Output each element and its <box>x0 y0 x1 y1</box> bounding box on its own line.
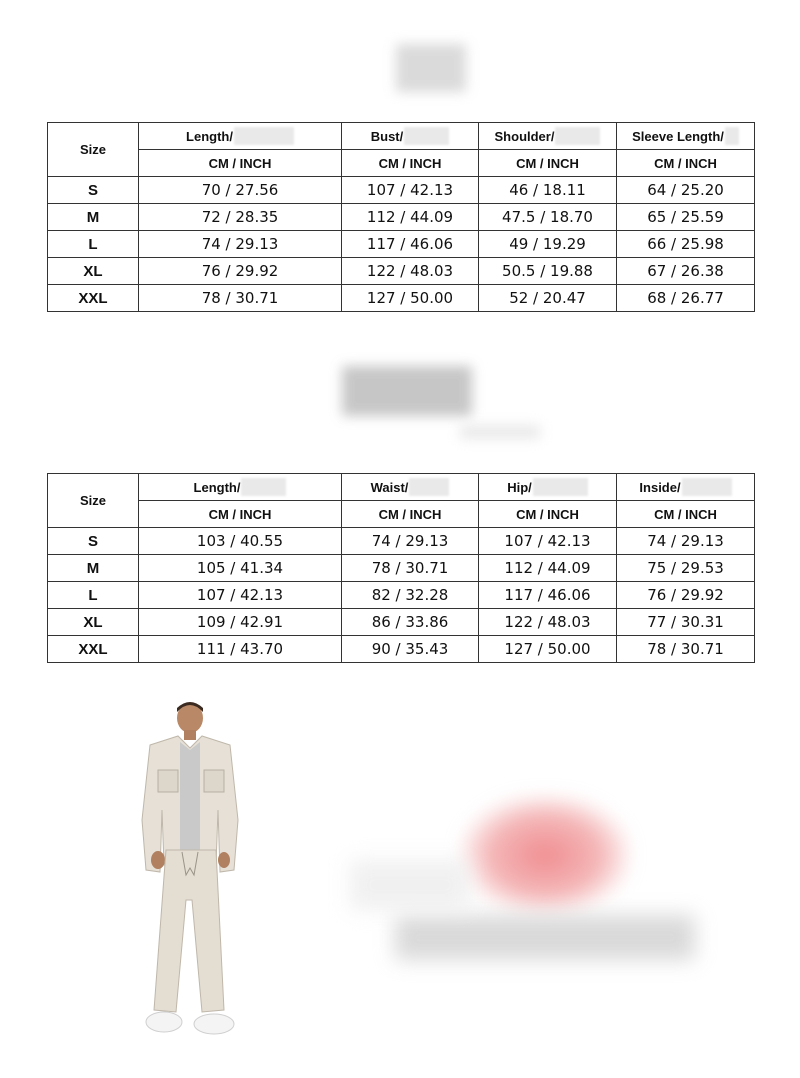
unit-label: CM / INCH <box>139 150 342 177</box>
unit-label: CM / INCH <box>139 501 342 528</box>
column-header: Length/ <box>139 123 342 150</box>
redacted-text <box>533 478 588 496</box>
measurement-cell: 122 / 48.03 <box>342 258 479 285</box>
measurement-cell: 78 / 30.71 <box>139 285 342 312</box>
blurred-logo-top <box>396 44 466 92</box>
measurement-cell: 75 / 29.53 <box>617 555 755 582</box>
redacted-text <box>555 127 600 145</box>
column-header: Inside/ <box>617 474 755 501</box>
redacted-text <box>682 478 732 496</box>
measurement-cell: 52 / 20.47 <box>479 285 617 312</box>
measurement-cell: 47.5 / 18.70 <box>479 204 617 231</box>
table-header-row <box>48 474 755 501</box>
size-header: Size <box>48 123 139 177</box>
measurement-cell: 90 / 35.43 <box>342 636 479 663</box>
measurement-cell: 111 / 43.70 <box>139 636 342 663</box>
measurement-cell: 78 / 30.71 <box>342 555 479 582</box>
blurred-label-middle <box>342 366 472 416</box>
unit-label: CM / INCH <box>342 501 479 528</box>
column-header: Waist/ <box>342 474 479 501</box>
blurred-caption-left <box>350 860 470 910</box>
size-label: XXL <box>48 636 139 663</box>
measurement-cell: 112 / 44.09 <box>479 555 617 582</box>
column-header: Bust/ <box>342 123 479 150</box>
measurement-cell: 86 / 33.86 <box>342 609 479 636</box>
column-header: Hip/ <box>479 474 617 501</box>
measurement-cell: 46 / 18.11 <box>479 177 617 204</box>
measurement-cell: 67 / 26.38 <box>617 258 755 285</box>
unit-label: CM / INCH <box>479 501 617 528</box>
table-row <box>48 258 755 285</box>
top-size-table <box>47 122 755 312</box>
bottom-size-table <box>47 473 755 663</box>
size-label: M <box>48 555 139 582</box>
column-header: Shoulder/ <box>479 123 617 150</box>
measurement-cell: 68 / 26.77 <box>617 285 755 312</box>
measurement-cell: 74 / 29.13 <box>617 528 755 555</box>
redacted-text <box>725 127 739 145</box>
unit-row <box>48 150 755 177</box>
measurement-cell: 105 / 41.34 <box>139 555 342 582</box>
size-label: XL <box>48 258 139 285</box>
table-row <box>48 285 755 312</box>
measurement-cell: 77 / 30.31 <box>617 609 755 636</box>
table-row <box>48 636 755 663</box>
table-row <box>48 582 755 609</box>
table-row <box>48 231 755 258</box>
measurement-cell: 74 / 29.13 <box>139 231 342 258</box>
size-label: XXL <box>48 285 139 312</box>
size-label: L <box>48 582 139 609</box>
measurement-cell: 82 / 32.28 <box>342 582 479 609</box>
measurement-cell: 50.5 / 19.88 <box>479 258 617 285</box>
redacted-text <box>404 127 449 145</box>
column-header: Length/ <box>139 474 342 501</box>
measurement-cell: 107 / 42.13 <box>139 582 342 609</box>
table-row <box>48 555 755 582</box>
measurement-cell: 117 / 46.06 <box>479 582 617 609</box>
table-row <box>48 204 755 231</box>
table-row <box>48 609 755 636</box>
blurred-caption-bottom <box>395 915 695 960</box>
redacted-text <box>234 127 294 145</box>
measurement-cell: 122 / 48.03 <box>479 609 617 636</box>
measurement-cell: 107 / 42.13 <box>479 528 617 555</box>
measurement-cell: 66 / 25.98 <box>617 231 755 258</box>
measurement-cell: 78 / 30.71 <box>617 636 755 663</box>
redacted-text <box>241 478 286 496</box>
size-label: L <box>48 231 139 258</box>
size-label: S <box>48 528 139 555</box>
measurement-cell: 103 / 40.55 <box>139 528 342 555</box>
measurement-cell: 127 / 50.00 <box>479 636 617 663</box>
unit-row <box>48 501 755 528</box>
blurred-label-middle-sub <box>460 425 540 439</box>
measurement-cell: 109 / 42.91 <box>139 609 342 636</box>
measurement-cell: 64 / 25.20 <box>617 177 755 204</box>
measurement-cell: 127 / 50.00 <box>342 285 479 312</box>
table-header-row <box>48 123 755 150</box>
measurement-cell: 72 / 28.35 <box>139 204 342 231</box>
size-label: XL <box>48 609 139 636</box>
measurement-cell: 117 / 46.06 <box>342 231 479 258</box>
size-label: M <box>48 204 139 231</box>
measurement-cell: 74 / 29.13 <box>342 528 479 555</box>
model-outfit-image <box>120 700 260 1060</box>
measurement-cell: 65 / 25.59 <box>617 204 755 231</box>
unit-label: CM / INCH <box>342 150 479 177</box>
size-header: Size <box>48 474 139 528</box>
unit-label: CM / INCH <box>617 150 755 177</box>
blurred-pink-graphic <box>460 795 630 915</box>
measurement-cell: 70 / 27.56 <box>139 177 342 204</box>
redacted-text <box>409 478 449 496</box>
unit-label: CM / INCH <box>617 501 755 528</box>
measurement-cell: 49 / 19.29 <box>479 231 617 258</box>
table-row <box>48 528 755 555</box>
measurement-cell: 112 / 44.09 <box>342 204 479 231</box>
measurement-cell: 107 / 42.13 <box>342 177 479 204</box>
size-label: S <box>48 177 139 204</box>
measurement-cell: 76 / 29.92 <box>617 582 755 609</box>
table-row <box>48 177 755 204</box>
unit-label: CM / INCH <box>479 150 617 177</box>
measurement-cell: 76 / 29.92 <box>139 258 342 285</box>
column-header: Sleeve Length/ <box>617 123 755 150</box>
